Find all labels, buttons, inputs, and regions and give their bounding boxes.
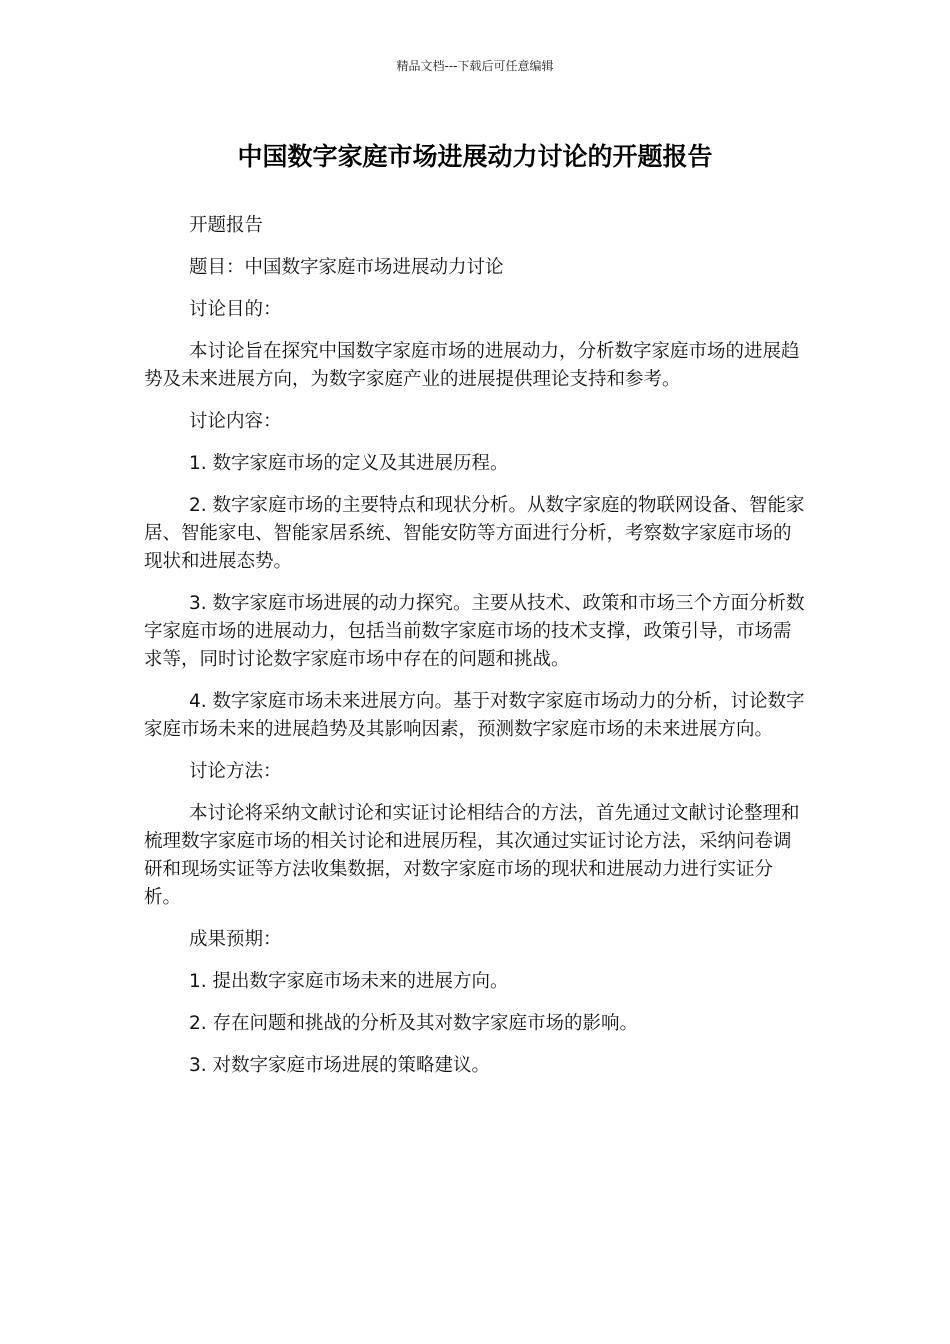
outcome-item-3: 3. 对数字家庭市场进展的策略建议。 (189, 1055, 491, 1076)
content-item-1: 1. 数字家庭市场的定义及其进展历程。 (189, 453, 509, 474)
page-header: 精品文档---下载后可任意编辑 (396, 59, 554, 73)
content-item-2: 2. 数字家庭市场的主要特点和现状分析。从数字家庭的物联网设备、智能家居、智能家电、智能家居系统、智能安防等方面进行分析，考察数字家庭市场的现状和进展态势。 (144, 495, 805, 572)
content-item-3: 3. 数字家庭市场进展的动力探究。主要从技术、政策和市场三个方面分析数字家庭市场的进展动力，包括当前数字家庭市场的技术支撑，政策引导，市场需求等，同时讨论数字家庭市场中存在的问题和挑战。 (144, 593, 805, 670)
section-heading-purpose: 讨论目的： (189, 299, 282, 320)
outcome-item-2: 2. 存在问题和挑战的分析及其对数字家庭市场的影响。 (189, 1013, 639, 1034)
section-label-report: 开题报告 (189, 215, 264, 236)
document-body (144, 212, 808, 1094)
section-heading-method: 讨论方法： (189, 761, 282, 782)
topic-line: 题目：中国数字家庭市场进展动力讨论 (189, 257, 504, 278)
purpose-paragraph: 本讨论旨在探究中国数字家庭市场的进展动力，分析数字家庭市场的进展趋势及未来进展方向，为数字家庭产业的进展提供理论支持和参考。 (144, 341, 800, 390)
document-title: 中国数字家庭市场进展动力讨论的开题报告 (237, 142, 713, 171)
content-item-4: 4. 数字家庭市场未来进展方向。基于对数字家庭市场动力的分析，讨论数字家庭市场未来的进展趋势及其影响因素，预测数字家庭市场的未来进展方向。 (144, 691, 805, 740)
section-heading-outcomes: 成果预期： (189, 929, 282, 950)
section-heading-content: 讨论内容： (189, 411, 282, 432)
outcome-item-1: 1. 提出数字家庭市场未来的进展方向。 (189, 971, 509, 992)
method-paragraph: 本讨论将采纳文献讨论和实证讨论相结合的方法，首先通过文献讨论整理和梳理数字家庭市场的相关讨论和进展历程，其次通过实证讨论方法，采纳问卷调研和现场实证等方法收集数据，对数字家庭市场的现状和进展动力进行实证分析。 (144, 803, 800, 908)
